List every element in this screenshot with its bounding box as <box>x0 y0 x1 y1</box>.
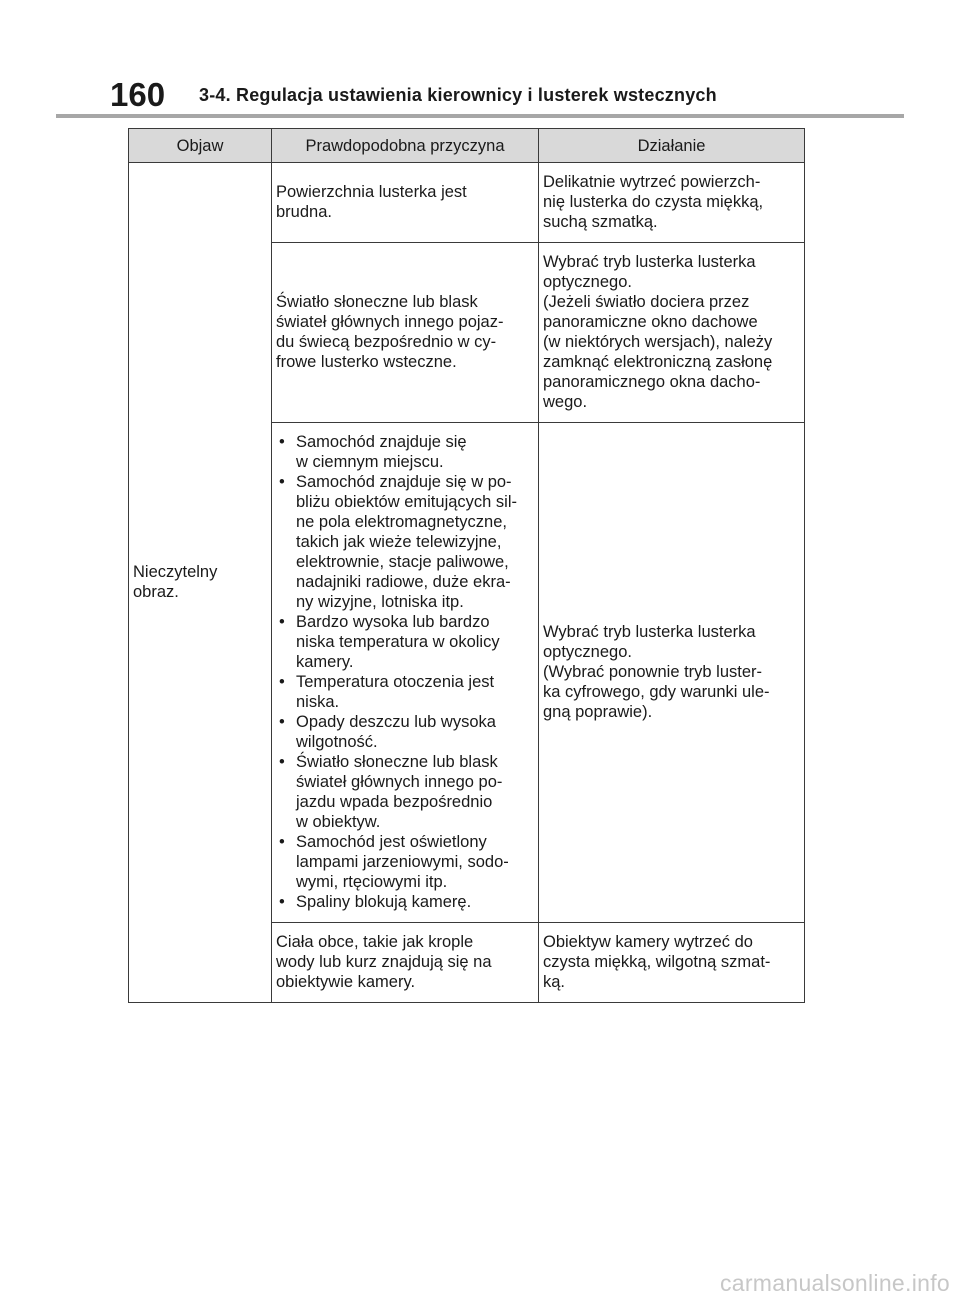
action-line: Delikatnie wytrzeć powierzch- <box>543 173 761 191</box>
header-divider <box>56 114 904 118</box>
bullet-line: • Spaliny blokują kamerę. <box>296 893 472 911</box>
bullet-line: lampami jarzeniowymi, sodo- <box>296 853 509 871</box>
cause-cell <box>272 423 539 923</box>
table-header-row <box>129 129 805 163</box>
cause-cell <box>272 243 539 423</box>
action-line: panoramicznego okna dacho- <box>543 373 761 391</box>
action-cell <box>539 243 805 423</box>
list-item <box>276 832 534 892</box>
action-line: gną poprawie). <box>543 703 653 721</box>
cause-cell <box>272 163 539 243</box>
symptom-line: Nieczytelny <box>133 563 218 581</box>
action-line: Wybrać tryb lusterka lusterka <box>543 253 756 271</box>
cause-bullet-list <box>276 432 534 912</box>
bullet-line: • Światło słoneczne lub blask <box>296 753 498 771</box>
bullet-line: w obiektyw. <box>296 813 381 831</box>
column-header-action: Działanie <box>539 129 805 163</box>
cause-line: frowe lusterko wsteczne. <box>276 353 457 371</box>
bullet-line: • Bardzo wysoka lub bardzo <box>296 613 490 631</box>
bullet-line: wymi, rtęciowymi itp. <box>296 873 448 891</box>
bullet-line: • Samochód jest oświetlony <box>296 833 487 851</box>
bullet-line: elektrownie, stacje paliwowe, <box>296 553 509 571</box>
action-cell <box>539 423 805 923</box>
table-row <box>129 163 805 243</box>
bullet-line: • Samochód znajduje się <box>296 433 467 451</box>
action-line: ka cyfrowego, gdy warunki ule- <box>543 683 770 701</box>
watermark-text: carmanualsonline.info <box>719 1270 950 1296</box>
action-line: optycznego. <box>543 643 632 661</box>
action-line: (Jeżeli światło dociera przez <box>543 293 750 311</box>
symptom-line: obraz. <box>133 583 179 601</box>
bullet-line: • Temperatura otoczenia jest <box>296 673 495 691</box>
action-cell <box>539 923 805 1003</box>
bullet-line: bliżu obiektów emitujących sil- <box>296 493 518 511</box>
bullet-line: nadajniki radiowe, duże ekra- <box>296 573 511 591</box>
bullet-line: wilgotność. <box>296 733 378 751</box>
action-line: Wybrać tryb lusterka lusterka <box>543 623 756 641</box>
action-line: suchą szmatką. <box>543 213 658 231</box>
cause-line: Ciała obce, takie jak krople <box>276 933 474 951</box>
bullet-line: kamery. <box>296 653 354 671</box>
list-item <box>276 432 534 472</box>
action-line: czysta miękką, wilgotną szmat- <box>543 953 771 971</box>
cause-line: Światło słoneczne lub blask <box>276 293 478 311</box>
bullet-line: świateł głównych innego po- <box>296 773 503 791</box>
section-title: 3-4. Regulacja ustawienia kierownicy i lusterek wstecznych <box>199 85 717 105</box>
column-header-cause: Prawdopodobna przyczyna <box>272 129 539 163</box>
bullet-line: w ciemnym miejscu. <box>296 453 444 471</box>
action-line: nię lusterka do czysta miękką, <box>543 193 764 211</box>
action-line: (w niektórych wersjach), należy <box>543 333 773 351</box>
action-line: zamknąć elektroniczną zasłonę <box>543 353 773 371</box>
page-number: 160 <box>110 76 166 113</box>
list-item <box>276 892 534 912</box>
action-line: optycznego. <box>543 273 632 291</box>
list-item <box>276 712 534 752</box>
bullet-line: ne pola elektromagnetyczne, <box>296 513 507 531</box>
list-item <box>276 672 534 712</box>
list-item <box>276 612 534 672</box>
troubleshooting-table <box>128 128 805 1003</box>
list-item <box>276 472 534 612</box>
bullet-line: niska temperatura w okolicy <box>296 633 500 651</box>
cause-line: brudna. <box>276 203 332 221</box>
action-cell <box>539 163 805 243</box>
bullet-line: jazdu wpada bezpośrednio <box>296 793 493 811</box>
cause-line: du świecą bezpośrednio w cy- <box>276 333 497 351</box>
column-header-symptom: Objaw <box>129 129 272 163</box>
cause-line: obiektywie kamery. <box>276 973 416 991</box>
action-line: ką. <box>543 973 566 991</box>
bullet-line: takich jak wieże telewizyjne, <box>296 533 502 551</box>
cause-line: wody lub kurz znajdują się na <box>276 953 492 971</box>
bullet-line: • Samochód znajduje się w po- <box>296 473 512 491</box>
cause-line: Powierzchnia lusterka jest <box>276 183 467 201</box>
action-line: Obiektyw kamery wytrzeć do <box>543 933 753 951</box>
symptom-cell <box>129 163 272 1003</box>
list-item <box>276 752 534 832</box>
cause-line: świateł głównych innego pojaz- <box>276 313 504 331</box>
action-line: wego. <box>543 393 588 411</box>
action-line: panoramiczne okno dachowe <box>543 313 758 331</box>
action-line: (Wybrać ponownie tryb luster- <box>543 663 763 681</box>
bullet-line: ny wizyjne, lotniska itp. <box>296 593 464 611</box>
cause-cell <box>272 923 539 1003</box>
bullet-line: niska. <box>296 693 340 711</box>
bullet-line: • Opady deszczu lub wysoka <box>296 713 496 731</box>
